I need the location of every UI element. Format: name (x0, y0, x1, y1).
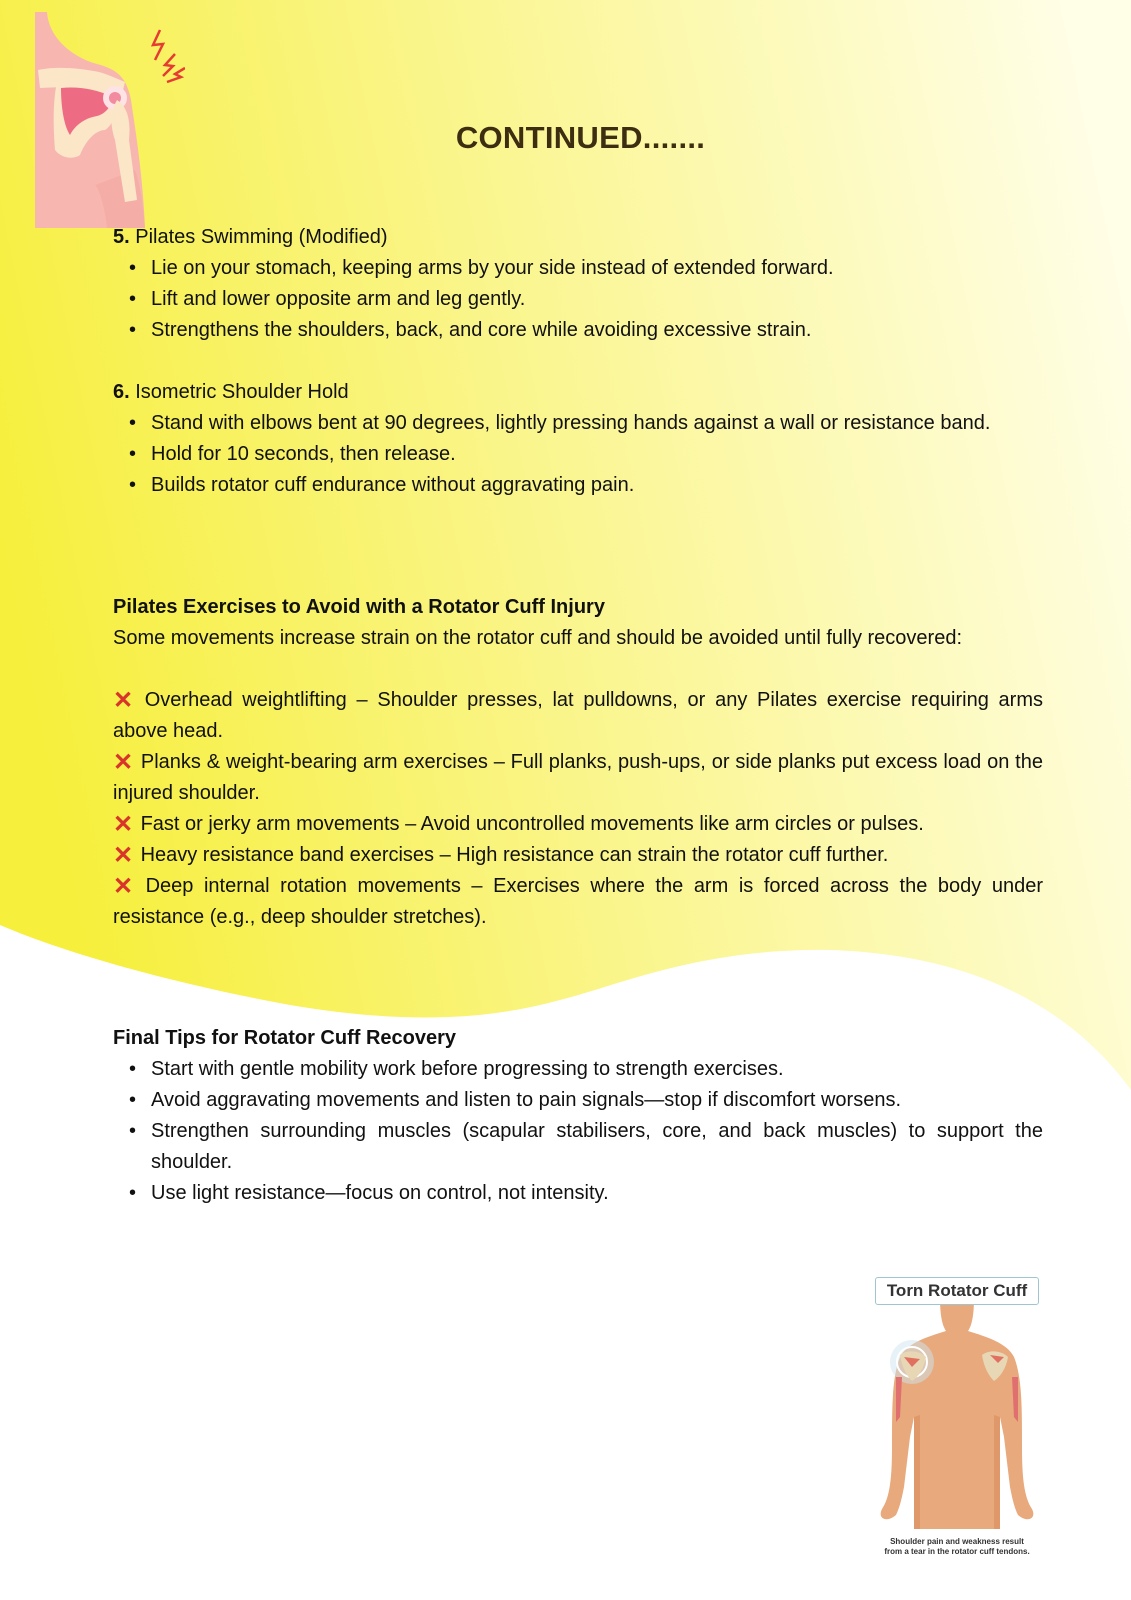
exercise-bullets (113, 408, 1043, 501)
diagram-label: Torn Rotator Cuff (875, 1277, 1039, 1305)
avoid-item: ✕ Overhead weightlifting – Shoulder presses, lat pulldowns, or any Pilates exercise requiring arms above head. (113, 687, 1043, 742)
exercise-6 (113, 377, 1043, 501)
section-heading: Final Tips for Rotator Cuff Recovery (113, 1027, 457, 1049)
diagram-caption: Shoulder pain and weakness result from a tear in the rotator cuff tendons. (884, 1537, 1030, 1556)
exercise-heading (113, 377, 1043, 408)
list-item: • Hold for 10 seconds, then release. (113, 439, 1043, 470)
list-item: • Avoid aggravating movements and listen to pain signals—stop if discomfort worsens. (113, 1085, 1043, 1116)
page-title: CONTINUED....... (455, 120, 706, 155)
cross-mark-icon: ✕ (113, 811, 134, 838)
exercise-name: Isometric Shoulder Hold (135, 381, 349, 403)
cross-mark-icon: ✕ (113, 842, 134, 869)
list-item: • Stand with elbows bent at 90 degrees, lightly pressing hands against a wall or resistance band. (113, 408, 1043, 439)
section-intro: Some movements increase strain on the rotator cuff and should be avoided until fully recovered: (113, 627, 962, 649)
avoid-item: ✕ Deep internal rotation movements – Exercises where the arm is forced across the body under resistance (e.g., deep shoulder stretches). (113, 873, 1043, 928)
avoid-item: ✕ Planks & weight-bearing arm exercises – Full planks, push-ups, or side planks put excess load on the injured shoulder. (113, 749, 1043, 804)
torn-rotator-cuff-diagram (872, 1277, 1042, 1567)
list-item: • Builds rotator cuff endurance without aggravating pain. (113, 470, 1043, 501)
list-item: • Use light resistance—focus on control, not intensity. (113, 1178, 1043, 1209)
exercise-number: 5. (113, 226, 130, 248)
list-item: • Strengthen surrounding muscles (scapular stabilisers, core, and back muscles) to support the shoulder. (113, 1116, 1043, 1178)
exercise-name: Pilates Swimming (Modified) (135, 226, 388, 248)
avoid-item: ✕ Heavy resistance band exercises – High resistance can strain the rotator cuff further. (113, 842, 889, 869)
list-item: • Lift and lower opposite arm and leg gently. (113, 284, 1043, 315)
avoid-section (113, 592, 1043, 933)
cross-mark-icon: ✕ (113, 687, 134, 714)
tips-section (113, 1023, 1043, 1209)
exercise-heading (113, 222, 1043, 253)
section-heading: Pilates Exercises to Avoid with a Rotator Cuff Injury (113, 596, 605, 618)
exercise-5 (113, 222, 1043, 346)
avoid-item: ✕ Fast or jerky arm movements – Avoid uncontrolled movements like arm circles or pulses. (113, 811, 924, 838)
torso-illustration (872, 1297, 1042, 1537)
exercise-number: 6. (113, 381, 130, 403)
list-item: • Lie on your stomach, keeping arms by your side instead of extended forward. (113, 253, 1043, 284)
exercise-bullets (113, 253, 1043, 346)
tips-bullets (113, 1054, 1043, 1209)
cross-mark-icon: ✕ (113, 749, 134, 776)
cross-mark-icon: ✕ (113, 873, 134, 900)
list-item: • Start with gentle mobility work before progressing to strength exercises. (113, 1054, 1043, 1085)
list-item: • Strengthens the shoulders, back, and core while avoiding excessive strain. (113, 315, 1043, 346)
